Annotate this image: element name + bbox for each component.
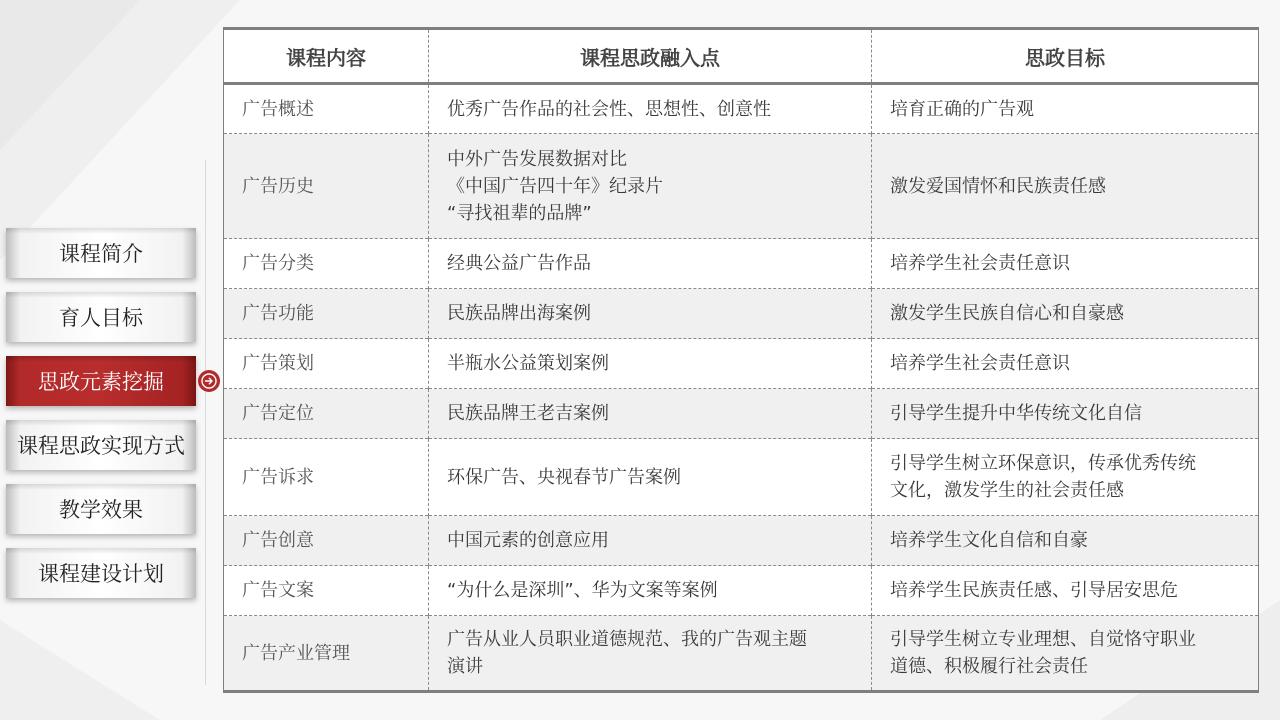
table-row <box>224 239 1259 289</box>
cell-line: 半瓶水公益策划案例 <box>447 353 609 374</box>
cell-line: 《中国广告四十年》纪录片 <box>447 175 663 197</box>
header-ideology-goal: 思政目标 <box>872 29 1259 84</box>
header-course-content: 课程内容 <box>224 29 429 84</box>
table-row <box>224 84 1259 134</box>
cell-point <box>429 516 872 566</box>
table-row <box>224 616 1259 692</box>
sidebar-nav <box>6 228 196 612</box>
nav-item-ideology-elements[interactable] <box>6 356 196 406</box>
cell-line: 演讲 <box>447 656 483 677</box>
nav-item-education-goals[interactable] <box>6 292 196 342</box>
table-row <box>224 134 1259 239</box>
cell-line: 培养学生社会责任意识 <box>890 253 1070 274</box>
cell-line: 经典公益广告作品 <box>447 253 591 274</box>
cell-point <box>429 389 872 439</box>
cell-goal <box>872 339 1259 389</box>
cell-goal <box>872 84 1259 134</box>
cell-line: 广告从业人员职业道德规范、我的广告观主题 <box>447 629 807 650</box>
cell-point <box>429 134 872 239</box>
cell-goal <box>872 289 1259 339</box>
cell-content: 广告产业管理 <box>224 616 429 692</box>
nav-item-course-intro[interactable] <box>6 228 196 278</box>
cell-point <box>429 84 872 134</box>
table-row <box>224 566 1259 616</box>
nav-item-label: 课程思政实现方式 <box>17 434 185 458</box>
arrow-right-circle-icon <box>198 370 220 392</box>
cell-line: 道德、积极履行社会责任 <box>890 656 1088 677</box>
cell-content: 广告创意 <box>224 516 429 566</box>
nav-item-construction-plan[interactable] <box>6 548 196 598</box>
nav-item-label: 思政元素挖掘 <box>38 370 164 394</box>
cell-line: 环保广告、央视春节广告案例 <box>447 466 681 488</box>
cell-line: 民族品牌出海案例 <box>447 303 591 324</box>
nav-item-label: 课程建设计划 <box>38 562 164 586</box>
cell-line: “为什么是深圳”、华为文案等案例 <box>447 580 718 601</box>
nav-item-label: 教学效果 <box>59 498 143 522</box>
cell-goal <box>872 389 1259 439</box>
cell-line: 民族品牌王老吉案例 <box>447 403 609 424</box>
cell-content: 广告定位 <box>224 389 429 439</box>
cell-line: 中国元素的创意应用 <box>447 530 609 551</box>
cell-line: 激发学生民族自信心和自豪感 <box>890 303 1124 324</box>
cell-point <box>429 566 872 616</box>
cell-content: 广告诉求 <box>224 439 429 516</box>
cell-point <box>429 239 872 289</box>
cell-content: 广告文案 <box>224 566 429 616</box>
ideology-table-container <box>223 27 1258 693</box>
cell-line: 培养学生社会责任意识 <box>890 353 1070 374</box>
cell-line: 培养学生民族责任感、引导居安思危 <box>890 580 1178 601</box>
cell-line: 文化，激发学生的社会责任感 <box>890 480 1124 501</box>
nav-divider <box>205 160 206 685</box>
table-row <box>224 289 1259 339</box>
header-integration-point: 课程思政融入点 <box>429 29 872 84</box>
cell-content: 广告概述 <box>224 84 429 134</box>
table-row <box>224 339 1259 389</box>
cell-line: 中外广告发展数据对比 <box>447 148 627 170</box>
cell-content: 广告分类 <box>224 239 429 289</box>
cell-point <box>429 616 872 692</box>
cell-content: 广告策划 <box>224 339 429 389</box>
cell-line: 培育正确的广告观 <box>890 98 1034 120</box>
cell-line: 引导学生提升中华传统文化自信 <box>890 403 1142 424</box>
nav-item-teaching-effect[interactable] <box>6 484 196 534</box>
cell-goal <box>872 239 1259 289</box>
cell-goal <box>872 439 1259 516</box>
cell-line: 优秀广告作品的社会性、思想性、创意性 <box>447 98 771 120</box>
ideology-elements-table <box>223 27 1259 693</box>
nav-item-label: 课程简介 <box>59 242 143 266</box>
cell-goal <box>872 516 1259 566</box>
table-row <box>224 516 1259 566</box>
cell-goal <box>872 616 1259 692</box>
cell-point <box>429 339 872 389</box>
cell-goal <box>872 566 1259 616</box>
cell-line: 引导学生树立专业理想、自觉恪守职业 <box>890 629 1196 650</box>
cell-line: “寻找祖辈的品牌” <box>447 202 592 224</box>
cell-content: 广告功能 <box>224 289 429 339</box>
nav-item-implementation-methods[interactable] <box>6 420 196 470</box>
cell-content: 广告历史 <box>224 134 429 239</box>
cell-goal <box>872 134 1259 239</box>
table-row <box>224 439 1259 516</box>
cell-line: 引导学生树立环保意识，传承优秀传统 <box>890 453 1196 474</box>
table-row <box>224 389 1259 439</box>
cell-line: 激发爱国情怀和民族责任感 <box>890 175 1106 197</box>
cell-point <box>429 289 872 339</box>
table-header-row <box>224 29 1259 84</box>
nav-item-label: 育人目标 <box>59 306 143 330</box>
cell-line: 培养学生文化自信和自豪 <box>890 530 1088 551</box>
cell-point <box>429 439 872 516</box>
